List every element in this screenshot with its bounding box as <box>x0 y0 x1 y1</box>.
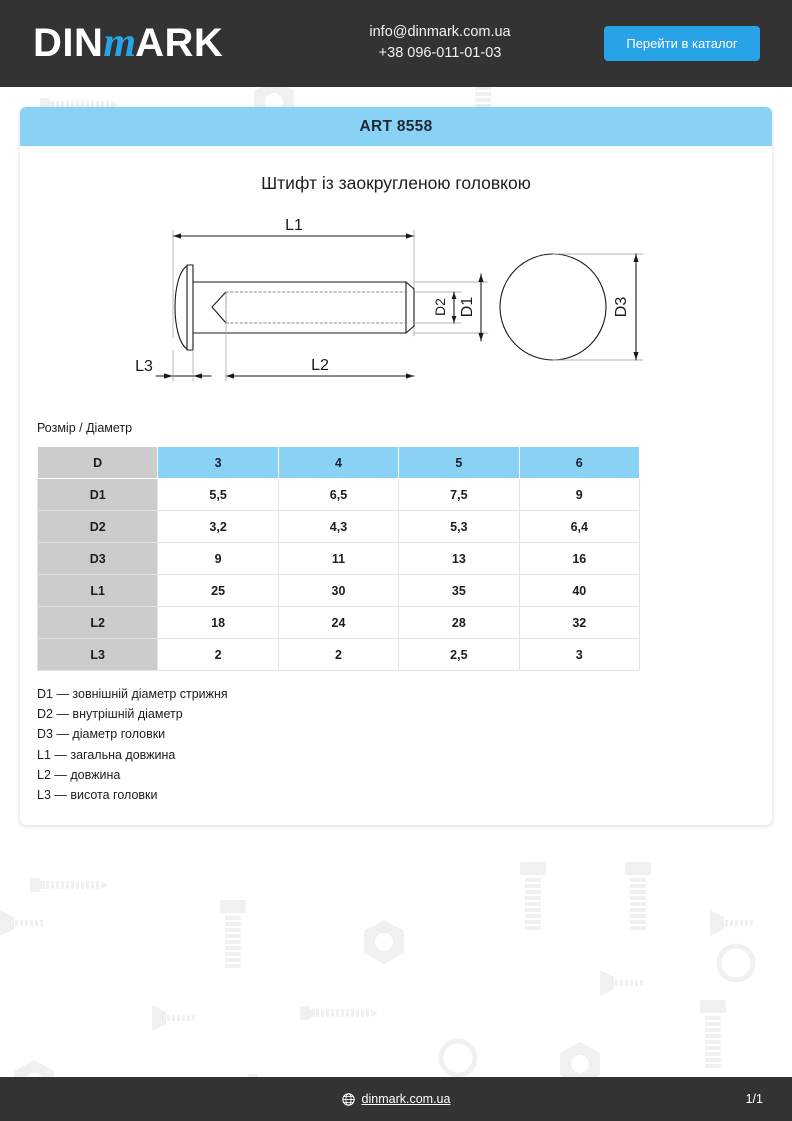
cell-d2-3: 3,2 <box>158 511 278 543</box>
legend-item-d1: D1 — зовнішній діаметр стрижня <box>37 687 228 701</box>
drawing-label-l1: L1 <box>285 217 303 234</box>
technical-drawing <box>116 208 676 388</box>
drawing-label-l3: L3 <box>135 358 153 375</box>
art-number-label: ART 8558 <box>359 117 433 135</box>
cell-l2-6: 32 <box>519 607 639 639</box>
product-title: Штифт із заокругленою головкою <box>261 173 531 193</box>
table-header-cell-4: 4 <box>278 447 398 479</box>
cell-l2-4: 24 <box>278 607 398 639</box>
table-row <box>38 607 640 639</box>
row-label-d3: D3 <box>38 543 158 575</box>
site-header <box>0 0 792 87</box>
contact-phone[interactable]: +38 096-011-01-03 <box>378 45 502 61</box>
cell-d3-4: 11 <box>278 543 398 575</box>
legend-item-l1: L1 — загальна довжина <box>37 747 176 762</box>
cell-l3-5: 2,5 <box>399 639 519 671</box>
cell-d2-4: 4,3 <box>278 511 398 543</box>
drawing-label-l2: L2 <box>311 357 329 374</box>
cell-d1-5: 7,5 <box>399 479 519 511</box>
drawing-label-d1: D1 <box>459 296 476 318</box>
logo-part-din: DIN <box>33 21 104 65</box>
table-header-row <box>38 447 640 479</box>
legend-item-l3: L3 — висота головки <box>37 788 158 803</box>
table-header-cell-5: 5 <box>399 447 519 479</box>
cell-d3-3: 9 <box>158 543 278 575</box>
cell-d1-6: 9 <box>519 479 639 511</box>
technical-drawing-wrap <box>20 208 772 388</box>
drawing-label-d2: D2 <box>432 298 448 316</box>
globe-icon <box>342 1093 355 1106</box>
logo-part-m: m <box>103 20 136 66</box>
table-row <box>38 543 640 575</box>
art-number-bar <box>20 107 772 146</box>
legend-item-l2: L2 — довжина <box>37 767 121 782</box>
product-card <box>20 107 772 825</box>
logo[interactable] <box>33 21 223 65</box>
dimension-legend <box>37 684 756 805</box>
cell-l1-3: 25 <box>158 575 278 607</box>
table-row <box>38 575 640 607</box>
go-to-catalog-button[interactable]: Перейти в каталог <box>604 26 760 61</box>
table-row <box>38 639 640 671</box>
page-indicator: 1/1 <box>745 1092 763 1106</box>
legend-item-d3: D3 — діаметр головки <box>37 727 166 742</box>
footer-site-link-wrap <box>342 1092 451 1106</box>
cell-l2-3: 18 <box>158 607 278 639</box>
table-header-cell-6: 6 <box>519 447 639 479</box>
page-footer <box>0 1077 792 1121</box>
table-caption: Розмір / Діаметр <box>37 421 133 435</box>
cell-d3-6: 16 <box>519 543 639 575</box>
table-row <box>38 511 640 543</box>
cell-l3-4: 2 <box>278 639 398 671</box>
cell-l3-6: 3 <box>519 639 639 671</box>
cell-d2-5: 5,3 <box>399 511 519 543</box>
cell-d3-5: 13 <box>399 543 519 575</box>
drawing-label-d3: D3 <box>613 296 630 318</box>
contact-email[interactable]: info@dinmark.com.ua <box>369 24 511 40</box>
row-label-l1: L1 <box>38 575 158 607</box>
specification-table <box>37 446 640 671</box>
footer-site-link[interactable]: dinmark.com.ua <box>361 1092 451 1106</box>
logo-part-ark: ARK <box>135 21 224 65</box>
specification-section <box>20 421 772 805</box>
cell-l1-5: 35 <box>399 575 519 607</box>
cell-l2-5: 28 <box>399 607 519 639</box>
cell-l1-4: 30 <box>278 575 398 607</box>
row-label-d2: D2 <box>38 511 158 543</box>
row-label-l2: L2 <box>38 607 158 639</box>
contact-info <box>340 22 540 64</box>
legend-item-d2: D2 — внутрішній діаметр <box>37 707 183 722</box>
row-label-l3: L3 <box>38 639 158 671</box>
table-header-cell-3: 3 <box>158 447 278 479</box>
cell-d1-4: 6,5 <box>278 479 398 511</box>
cell-l1-6: 40 <box>519 575 639 607</box>
cell-l3-3: 2 <box>158 639 278 671</box>
cell-d2-6: 6,4 <box>519 511 639 543</box>
table-row <box>38 479 640 511</box>
table-header-cell-d: D <box>38 447 158 479</box>
row-label-d1: D1 <box>38 479 158 511</box>
cell-d1-3: 5,5 <box>158 479 278 511</box>
